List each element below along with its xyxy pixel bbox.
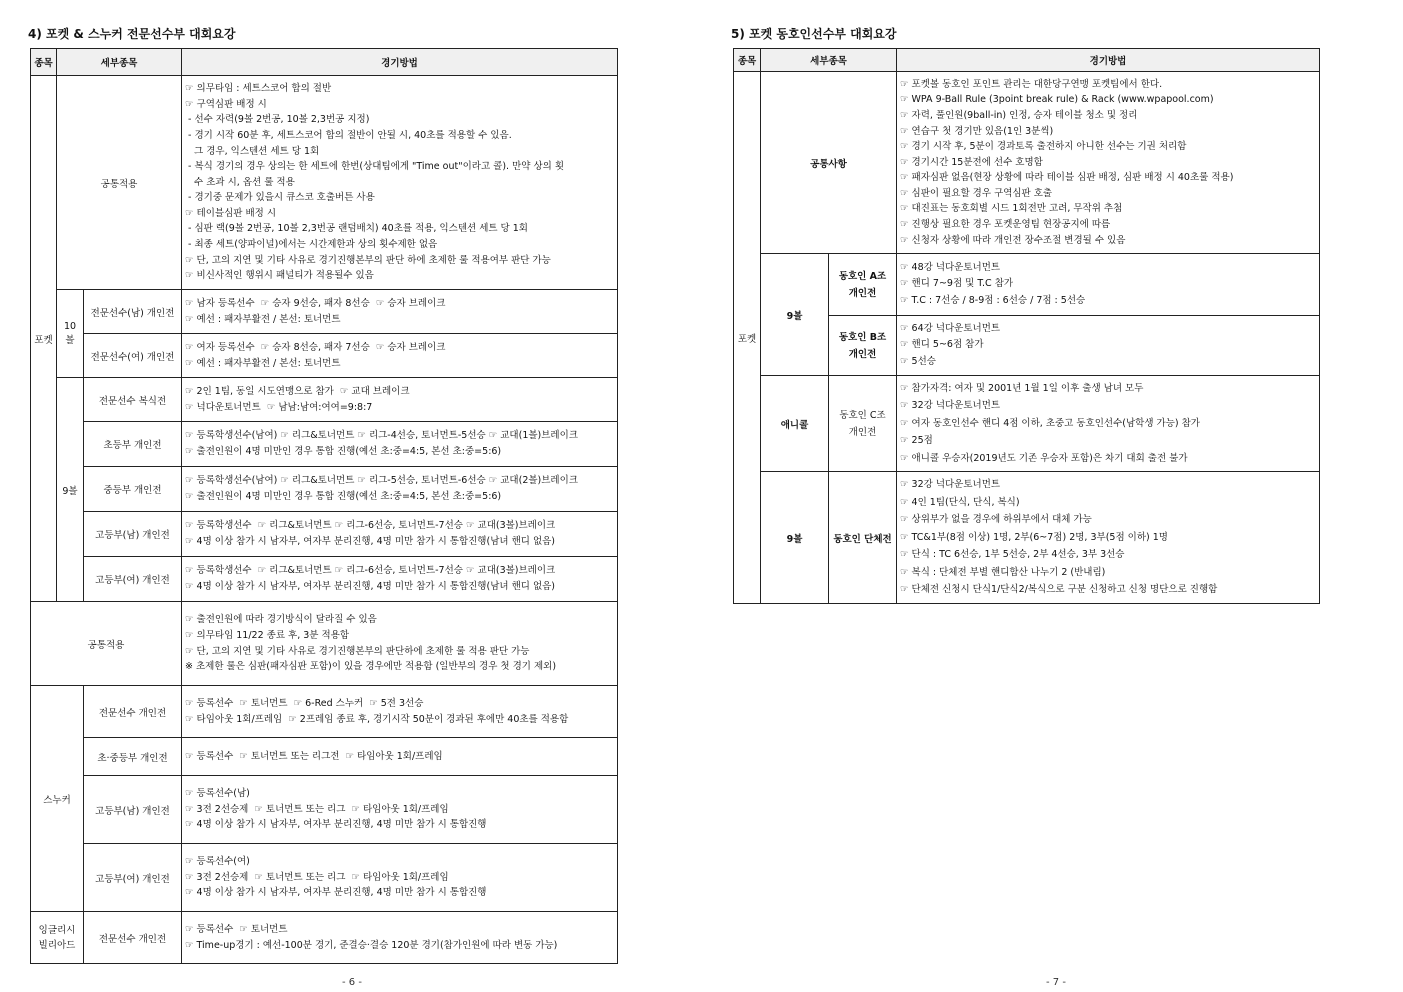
header-category: 종목 [734, 49, 761, 72]
method-text: ☞ 등록학생선수(남여) ☞ 리그&토너먼트 ☞ 리그-5선승, 토너먼트-6선승 ☞ 교대(2볼)브레이크 ☞ 출전인원이 4명 미만인 경우 통합 진행(예선 초:중=4:5, 본선 초:중=5:6) [182, 467, 618, 512]
category-pocket: 포켓 [31, 76, 57, 602]
page-number-left: - 6 - [342, 977, 362, 988]
category-pocket: 포켓 [734, 72, 761, 604]
table-header-row [734, 49, 1320, 72]
right-table [733, 48, 1320, 604]
right-page-title: 5) 포켓 동호인선수부 대회요강 [731, 27, 897, 41]
method-text: ☞ 출전인원에 따라 경기방식이 달라질 수 있음 ☞ 의무타임 11/22 종료 후, 3분 적용함 ☞ 단, 고의 지연 및 기타 사유로 경기진행본부의 판단하에 초제한 룰 적용 판단 가능 ※ 초제한 룰은 심판(패자심판 포함)이 있을 경우에만 적용함 (일반부의 경우 첫 경기 제외) [182, 602, 618, 686]
method-text: ☞ 2인 1팀, 동일 시도연맹으로 참가 ☞ 교대 브레이크 ☞ 넉다운토너먼트 ☞ 남남:남여:여여=9:8:7 [182, 378, 618, 422]
method-text: ☞ 32강 넉다운토너먼트 ☞ 4인 1팀(단식, 단식, 복식) ☞ 상위부가 없을 경우에 하위부에서 대체 가능 ☞ TC&1부(8점 이상) 1명, 2부(6~7점) 2명, 3부(5점 이하) 1명 ☞ 단식 : TC 6선승, 1부 5선승, 2부 4선승, 3부 3선승 ☞ 복식 : 단체전 부별 핸디합산 나누기 2 (반내림) ☞ 단체전 신청시 단식1/단식2/복식으로 구분 신청하고 신청 명단으로 진행함 [897, 472, 1320, 604]
sub-event: 중등부 개인전 [84, 467, 182, 512]
header-method: 경기방법 [182, 49, 618, 76]
sub-event: 동호인 C조 개인전 [829, 376, 897, 472]
sub-event: 초등부 개인전 [84, 422, 182, 467]
header-subcategory: 세부종목 [57, 49, 182, 76]
page-number-right: - 7 - [1046, 977, 1066, 988]
method-text: ☞ 의무타임 : 세트스코어 합의 절반 ☞ 구역심판 배정 시 - 선수 자력(9볼 2번공, 10볼 2,3번공 지정) - 경기 시작 60분 후, 세트스코어 합의 절반이 안될 시, 40초를 적용할 수 있음. 그 경우, 익스텐션 세트 당 1회 - 복식 경기의 경우 상의는 한 세트에 한번(상대팀에게 "Time out"이라고 콜). 만약 상의 횟 수 초과 시, 옵션 룰 적용 - 경기중 문제가 있을시 큐스코 호출버튼 사용 ☞ 테이블심판 배정 시 - 심판 랙(9볼 2번공, 10볼 2,3번공 랜덤배치) 40초를 적용, 익스텐션 세트 당 1회 - 최종 세트(양파이널)에서는 시간제한과 상의 횟수제한 없음 ☞ 단, 고의 지연 및 기타 사유로 경기진행본부의 판단 하에 초제한 룰 적용여부 판단 가능 ☞ 비신사적인 행위시 패널티가 적용될수 있음 [182, 76, 618, 290]
sub-event: 초·중등부 개인전 [84, 738, 182, 776]
sub-event: 고등부(남) 개인전 [84, 512, 182, 557]
method-text: ☞ 포켓볼 동호인 포인트 관리는 대한당구연맹 포켓팀에서 한다. ☞ WPA 9-Ball Rule (3point break rule) & Rack (www.wpapool.com) ☞ 자력, 풀인원(9ball-in) 인정, 승자 테이블 청소 및 정리 ☞ 연습구 첫 경기만 있음(1인 3분씩) ☞ 경기 시작 후, 5분이 경과토록 출전하지 아니한 선수는 기권 처리함 ☞ 경기시간 15분전에 선수 호명함 ☞ 패자심판 없음(현장 상황에 따라 테이블 심판 배정, 심판 배정 시 40초룰 적용) ☞ 심판이 필요할 경우 구역심판 호출 ☞ 대진표는 동호회별 시드 1회전만 고려, 무작위 추첨 ☞ 진행상 필요한 경우 포켓운영팀 현장공지에 따름 ☞ 신청자 상황에 따라 개인전 장수조절 변경될 수 있음 [897, 72, 1320, 254]
sub-event: 전문선수 개인전 [84, 912, 182, 964]
sub-event: 동호인 B조 개인전 [829, 316, 897, 376]
header-category: 종목 [31, 49, 57, 76]
method-text: ☞ 등록선수 ☞ 토너먼트 ☞ 6-Red 스누커 ☞ 5전 3선승 ☞ 타임아웃 1회/프레임 ☞ 2프레임 종료 후, 경기시작 50분이 경과된 후에만 40초를 적용함 [182, 686, 618, 738]
group-annual: 애니콜 [761, 376, 829, 472]
sub-common: 공통적용 [57, 76, 182, 290]
method-text: ☞ 등록학생선수(남여) ☞ 리그&토너먼트 ☞ 리그-4선승, 토너먼트-5선승 ☞ 교대(1볼)브레이크 ☞ 출전인원이 4명 미만인 경우 통합 진행(예선 초:중=4:5, 본선 초:중=5:6) [182, 422, 618, 467]
method-text: ☞ 48강 넉다운토너먼트 ☞ 핸디 7~9점 및 T.C 참가 ☞ T.C : 7선승 / 8-9점 : 6선승 / 7점 : 5선승 [897, 254, 1320, 316]
method-text: ☞ 남자 등록선수 ☞ 승자 9선승, 패자 8선승 ☞ 승자 브레이크 ☞ 예선 : 패자부활전 / 본선: 토너먼트 [182, 290, 618, 334]
method-text: ☞ 등록선수(여) ☞ 3전 2선승제 ☞ 토너먼트 또는 리그 ☞ 타임아웃 1회/프레임 ☞ 4명 이상 참가 시 남자부, 여자부 분리진행, 4명 미만 참가 시 통합진행 [182, 844, 618, 912]
group-9ball: 9볼 [57, 378, 84, 602]
method-text: ☞ 등록선수 ☞ 토너먼트 ☞ Time-up경기 : 예선-100분 경기, 준결승·결승 120분 경기(참가인원에 따라 변동 가능) [182, 912, 618, 964]
group-9ball: 9볼 [761, 254, 829, 376]
category-english-billiards: 잉글리시 빌리아드 [31, 912, 84, 964]
sub-event: 전문선수(남) 개인전 [84, 290, 182, 334]
group-9ball-team: 9볼 [761, 472, 829, 604]
method-text: ☞ 등록선수 ☞ 토너먼트 또는 리그전 ☞ 타임아웃 1회/프레임 [182, 738, 618, 776]
method-text: ☞ 등록선수(남) ☞ 3전 2선승제 ☞ 토너먼트 또는 리그 ☞ 타임아웃 1회/프레임 ☞ 4명 이상 참가 시 남자부, 여자부 분리진행, 4명 미만 참가 시 통합진행 [182, 776, 618, 844]
sub-event: 동호인 단체전 [829, 472, 897, 604]
header-method: 경기방법 [897, 49, 1320, 72]
category-snooker: 스누커 [31, 686, 84, 912]
sub-event: 전문선수(여) 개인전 [84, 334, 182, 378]
sub-event: 전문선수 복식전 [84, 378, 182, 422]
sub-common: 공통사항 [761, 72, 897, 254]
left-page-title: 4) 포켓 & 스누커 전문선수부 대회요강 [28, 27, 236, 41]
method-text: ☞ 여자 등록선수 ☞ 승자 8선승, 패자 7선승 ☞ 승자 브레이크 ☞ 예선 : 패자부활전 / 본선: 토너먼트 [182, 334, 618, 378]
method-text: ☞ 참가자격: 여자 및 2001년 1월 1일 이후 출생 남녀 모두 ☞ 32강 넉다운토너먼트 ☞ 여자 동호인선수 핸디 4점 이하, 초중고 동호인선수(남학생 가능) 참가 ☞ 25점 ☞ 애니콜 우승자(2019년도 기존 우승자 포함)은 차기 대회 출전 불가 [897, 376, 1320, 472]
sub-common: 공통적용 [31, 602, 182, 686]
method-text: ☞ 64강 넉다운토너먼트 ☞ 핸디 5~6점 참가 ☞ 5선승 [897, 316, 1320, 376]
sub-event: 고등부(여) 개인전 [84, 844, 182, 912]
group-10ball: 10볼 [57, 290, 84, 378]
header-subcategory: 세부종목 [761, 49, 897, 72]
method-text: ☞ 등록학생선수 ☞ 리그&토너먼트 ☞ 리그-6선승, 토너먼트-7선승 ☞ 교대(3볼)브레이크 ☞ 4명 이상 참가 시 남자부, 여자부 분리진행, 4명 미만 참가 시 통합진행(남녀 핸디 없음) [182, 512, 618, 557]
sub-event: 전문선수 개인전 [84, 686, 182, 738]
left-table [30, 48, 618, 964]
table-header-row [31, 49, 618, 76]
sub-event: 고등부(남) 개인전 [84, 776, 182, 844]
sub-event: 고등부(여) 개인전 [84, 557, 182, 602]
method-text: ☞ 등록학생선수 ☞ 리그&토너먼트 ☞ 리그-6선승, 토너먼트-7선승 ☞ 교대(3볼)브레이크 ☞ 4명 이상 참가 시 남자부, 여자부 분리진행, 4명 미만 참가 시 통합진행(남녀 핸디 없음) [182, 557, 618, 602]
sub-event: 동호인 A조 개인전 [829, 254, 897, 316]
